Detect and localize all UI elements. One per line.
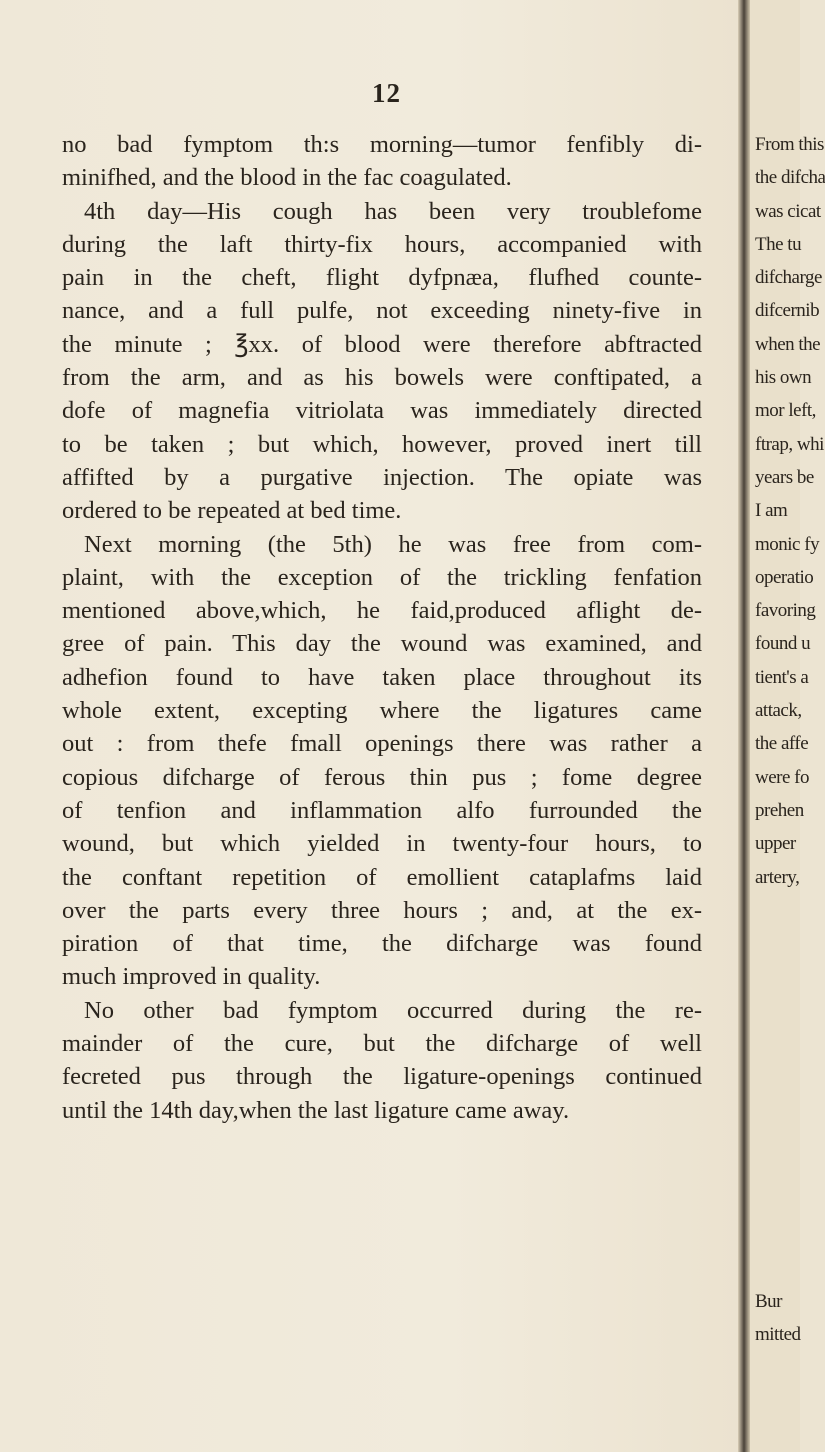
text-line: the minute ; ℥xx. of blood were therefore abftracted — [62, 330, 702, 358]
page-number: 12 — [372, 78, 401, 108]
facing-page-line: difcernib — [755, 300, 820, 322]
text-line: wound, but which yielded in twenty-four hours, to — [62, 830, 702, 858]
facing-page-edge — [750, 0, 825, 1452]
facing-page-line: were fo — [755, 766, 809, 788]
text-line: over the parts every three hours ; and, at the ex- — [62, 896, 702, 924]
facing-page-line: found u — [755, 633, 811, 655]
facing-page-line: monic fy — [755, 533, 820, 555]
facing-page-text-lower — [750, 1285, 801, 1352]
text-line: minifhed, and the blood in the fac coagulated. — [62, 164, 512, 192]
text-line: 4th day—His cough has been very troublefome — [84, 197, 702, 225]
text-line: ordered to be repeated at bed time. — [62, 497, 402, 525]
facing-page-line: From this — [755, 134, 824, 155]
facing-page-line: attack, — [755, 700, 802, 722]
facing-page-line: difcharge — [755, 267, 822, 289]
facing-page-line: mor left, — [755, 400, 816, 422]
text-line: much improved in quality. — [62, 963, 321, 991]
facing-page-line: tient's a — [755, 666, 809, 688]
text-line: gree of pain. This day the wound was examined, and — [62, 630, 702, 658]
facing-page-line: operatio — [755, 566, 814, 588]
facing-page-line: artery, — [755, 866, 800, 888]
text-line: adhefion found to have taken place throughout its — [62, 663, 702, 691]
text-line: fecreted pus through the ligature-openings continued — [62, 1063, 702, 1091]
facing-page-line: upper — [755, 833, 796, 855]
text-line: No other bad fymptom occurred during the re- — [84, 996, 702, 1024]
facing-page-line: was cicat — [755, 200, 821, 222]
text-line: dofe of magnefia vitriolata was immediately directed — [62, 397, 702, 425]
text-line: from the arm, and as his bowels were conftipated, a — [62, 364, 702, 392]
text-line: whole extent, excepting where the ligatures came — [62, 697, 702, 725]
text-line: out : from thefe fmall openings there was rather a — [62, 730, 702, 758]
facing-page-line: The tu — [755, 233, 802, 255]
text-line: during the laft thirty-fix hours, accompanied with — [62, 230, 702, 258]
text-line: no bad fymptom th:s morning—tumor fenfibly di- — [62, 131, 702, 158]
text-line: Next morning (the 5th) he was free from com- — [84, 530, 702, 558]
text-line: copious difcharge of ferous thin pus ; fome degree — [62, 763, 702, 791]
text-line: affifted by a purgative injection. The opiate was — [62, 463, 702, 491]
text-line: plaint, with the exception of the trickling fenfation — [62, 563, 702, 591]
book-gutter — [738, 0, 750, 1452]
facing-page-line: years be — [755, 466, 814, 488]
text-line: the conftant repetition of emollient cataplafms laid — [62, 863, 702, 891]
facing-page-line: when the — [755, 333, 821, 355]
facing-page-line: favoring — [755, 600, 816, 622]
text-line: mentioned above,which, he faid,produced aflight de- — [62, 597, 702, 625]
text-line: piration of that time, the difcharge was found — [62, 930, 702, 958]
facing-page-line: Bur — [755, 1291, 782, 1312]
facing-page-line: prehen — [755, 799, 804, 821]
text-line: pain in the cheft, flight dyfpnæa, flufhed counte- — [62, 264, 702, 292]
facing-page-line: the affe — [755, 733, 809, 755]
facing-page-text — [750, 128, 825, 894]
body-text — [62, 128, 702, 1127]
text-line: to be taken ; but which, however, proved inert till — [62, 430, 702, 458]
text-line: until the 14th day,when the last ligature came away. — [62, 1096, 570, 1124]
text-line: mainder of the cure, but the difcharge of well — [62, 1030, 702, 1058]
facing-page-line: mitted — [755, 1324, 801, 1346]
facing-page-line: his own — [755, 367, 812, 389]
facing-page-line: ftrap, whi — [755, 433, 824, 455]
text-line: of tenfion and inflammation alfo furrounded the — [62, 796, 702, 824]
text-line: nance, and a full pulfe, not exceeding ninety-five in — [62, 297, 702, 325]
facing-page-line: I am — [755, 500, 788, 522]
facing-page-line: the difcha — [755, 167, 825, 189]
